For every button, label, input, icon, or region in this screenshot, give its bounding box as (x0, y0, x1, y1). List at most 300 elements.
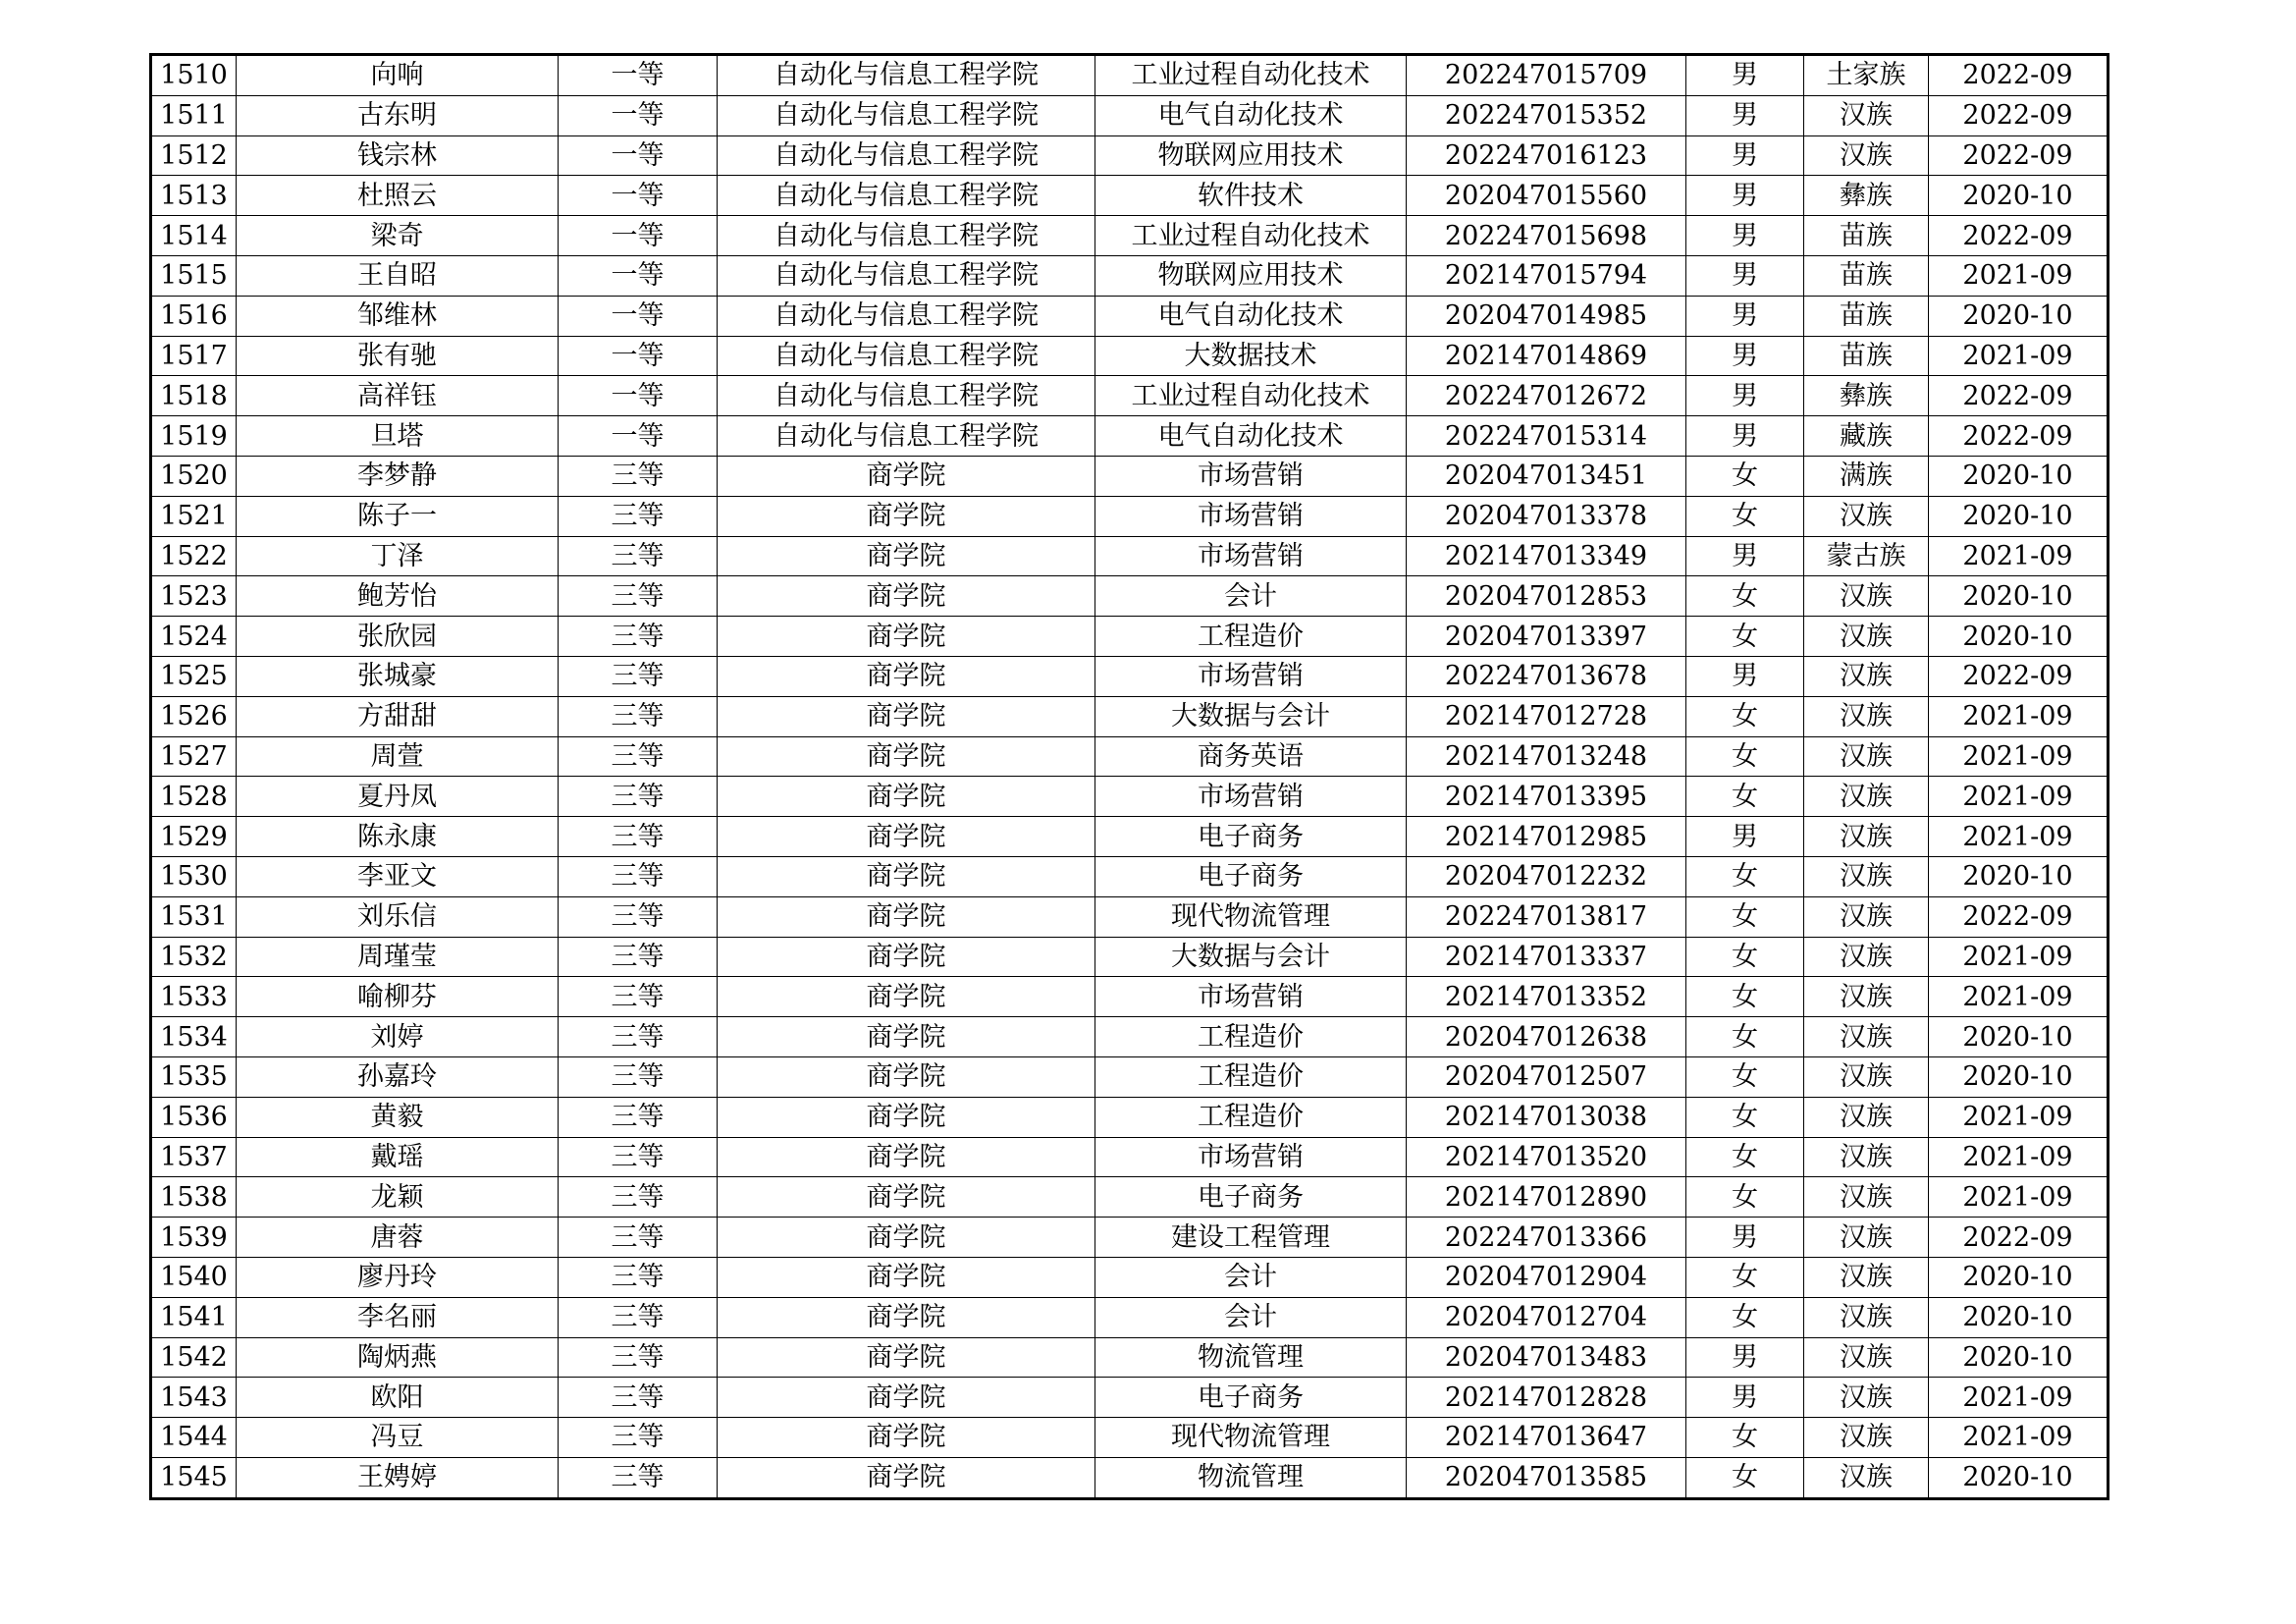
award-level-cell: 三等 (559, 1257, 718, 1297)
enrollment-date-cell: 2022-09 (1929, 656, 2109, 696)
student-name-cell: 孙嘉玲 (237, 1056, 559, 1097)
ethnicity-cell: 汉族 (1804, 1056, 1929, 1097)
award-level-cell: 三等 (559, 496, 718, 536)
table-row (151, 736, 2109, 777)
enrollment-date-cell: 2022-09 (1929, 135, 2109, 176)
gender-cell: 女 (1686, 1017, 1804, 1057)
student-name-cell: 戴瑶 (237, 1137, 559, 1177)
student-id-cell: 202047013451 (1407, 456, 1686, 496)
major-cell: 电子商务 (1095, 1177, 1407, 1218)
award-level-cell: 三等 (559, 576, 718, 617)
student-id-cell: 202047013378 (1407, 496, 1686, 536)
serial-number-cell: 1532 (151, 937, 237, 977)
ethnicity-cell: 汉族 (1804, 1378, 1929, 1418)
gender-cell: 女 (1686, 576, 1804, 617)
table-row (151, 1017, 2109, 1057)
table-row (151, 617, 2109, 657)
school-cell: 自动化与信息工程学院 (718, 296, 1095, 336)
enrollment-date-cell: 2021-09 (1929, 977, 2109, 1017)
enrollment-date-cell: 2020-10 (1929, 617, 2109, 657)
ethnicity-cell: 汉族 (1804, 576, 1929, 617)
serial-number-cell: 1516 (151, 296, 237, 336)
enrollment-date-cell: 2021-09 (1929, 696, 2109, 736)
major-cell: 物联网应用技术 (1095, 135, 1407, 176)
serial-number-cell: 1514 (151, 216, 237, 256)
award-level-cell: 三等 (559, 696, 718, 736)
school-cell: 自动化与信息工程学院 (718, 135, 1095, 176)
ethnicity-cell: 苗族 (1804, 336, 1929, 376)
school-cell: 自动化与信息工程学院 (718, 216, 1095, 256)
enrollment-date-cell: 2021-09 (1929, 536, 2109, 576)
gender-cell: 男 (1686, 817, 1804, 857)
student-name-cell: 古东明 (237, 95, 559, 135)
award-level-cell: 三等 (559, 977, 718, 1017)
award-level-cell: 三等 (559, 1097, 718, 1137)
award-level-cell: 一等 (559, 376, 718, 416)
major-cell: 市场营销 (1095, 496, 1407, 536)
student-id-cell: 202247013678 (1407, 656, 1686, 696)
gender-cell: 男 (1686, 296, 1804, 336)
enrollment-date-cell: 2020-10 (1929, 296, 2109, 336)
award-level-cell: 三等 (559, 817, 718, 857)
student-name-cell: 陈永康 (237, 817, 559, 857)
serial-number-cell: 1510 (151, 55, 237, 96)
ethnicity-cell: 汉族 (1804, 496, 1929, 536)
ethnicity-cell: 汉族 (1804, 1297, 1929, 1337)
award-level-cell: 一等 (559, 95, 718, 135)
school-cell: 商学院 (718, 896, 1095, 937)
serial-number-cell: 1531 (151, 896, 237, 937)
major-cell: 市场营销 (1095, 1137, 1407, 1177)
enrollment-date-cell: 2021-09 (1929, 937, 2109, 977)
major-cell: 物流管理 (1095, 1337, 1407, 1378)
student-id-cell: 202247015314 (1407, 416, 1686, 457)
ethnicity-cell: 汉族 (1804, 656, 1929, 696)
major-cell: 物联网应用技术 (1095, 255, 1407, 296)
major-cell: 电子商务 (1095, 1378, 1407, 1418)
school-cell: 商学院 (718, 1017, 1095, 1057)
gender-cell: 女 (1686, 1257, 1804, 1297)
gender-cell: 女 (1686, 977, 1804, 1017)
table-row (151, 856, 2109, 896)
school-cell: 自动化与信息工程学院 (718, 416, 1095, 457)
ethnicity-cell: 汉族 (1804, 1017, 1929, 1057)
school-cell: 商学院 (718, 1137, 1095, 1177)
school-cell: 商学院 (718, 736, 1095, 777)
school-cell: 自动化与信息工程学院 (718, 55, 1095, 96)
school-cell: 商学院 (718, 856, 1095, 896)
ethnicity-cell: 汉族 (1804, 135, 1929, 176)
serial-number-cell: 1527 (151, 736, 237, 777)
award-level-cell: 三等 (559, 536, 718, 576)
table-row (151, 1056, 2109, 1097)
award-level-cell: 三等 (559, 1418, 718, 1458)
gender-cell: 女 (1686, 496, 1804, 536)
student-id-cell: 202247015698 (1407, 216, 1686, 256)
table-row (151, 1218, 2109, 1258)
award-level-cell: 一等 (559, 176, 718, 216)
student-id-cell: 202047012638 (1407, 1017, 1686, 1057)
award-level-cell: 三等 (559, 1297, 718, 1337)
serial-number-cell: 1521 (151, 496, 237, 536)
student-name-cell: 鲍芳怡 (237, 576, 559, 617)
school-cell: 商学院 (718, 696, 1095, 736)
ethnicity-cell: 汉族 (1804, 1137, 1929, 1177)
major-cell: 大数据与会计 (1095, 937, 1407, 977)
serial-number-cell: 1518 (151, 376, 237, 416)
major-cell: 商务英语 (1095, 736, 1407, 777)
table-row (151, 1418, 2109, 1458)
school-cell: 自动化与信息工程学院 (718, 376, 1095, 416)
serial-number-cell: 1530 (151, 856, 237, 896)
enrollment-date-cell: 2022-09 (1929, 95, 2109, 135)
gender-cell: 男 (1686, 1378, 1804, 1418)
student-name-cell: 王娉婷 (237, 1457, 559, 1498)
serial-number-cell: 1529 (151, 817, 237, 857)
gender-cell: 男 (1686, 95, 1804, 135)
student-name-cell: 龙颖 (237, 1177, 559, 1218)
student-name-cell: 欧阳 (237, 1378, 559, 1418)
enrollment-date-cell: 2022-09 (1929, 216, 2109, 256)
enrollment-date-cell: 2021-09 (1929, 817, 2109, 857)
gender-cell: 男 (1686, 255, 1804, 296)
school-cell: 商学院 (718, 977, 1095, 1017)
table-row (151, 416, 2109, 457)
student-name-cell: 刘婷 (237, 1017, 559, 1057)
student-name-cell: 王自昭 (237, 255, 559, 296)
major-cell: 工程造价 (1095, 617, 1407, 657)
award-level-cell: 三等 (559, 777, 718, 817)
gender-cell: 女 (1686, 1457, 1804, 1498)
ethnicity-cell: 藏族 (1804, 416, 1929, 457)
school-cell: 商学院 (718, 817, 1095, 857)
award-level-cell: 三等 (559, 1177, 718, 1218)
enrollment-date-cell: 2022-09 (1929, 55, 2109, 96)
serial-number-cell: 1541 (151, 1297, 237, 1337)
table-row (151, 95, 2109, 135)
student-id-cell: 202047012507 (1407, 1056, 1686, 1097)
enrollment-date-cell: 2020-10 (1929, 1337, 2109, 1378)
major-cell: 工程造价 (1095, 1017, 1407, 1057)
school-cell: 商学院 (718, 777, 1095, 817)
enrollment-date-cell: 2020-10 (1929, 456, 2109, 496)
student-name-cell: 陈子一 (237, 496, 559, 536)
student-name-cell: 梁奇 (237, 216, 559, 256)
award-level-cell: 一等 (559, 416, 718, 457)
award-level-cell: 三等 (559, 1137, 718, 1177)
enrollment-date-cell: 2022-09 (1929, 1218, 2109, 1258)
ethnicity-cell: 汉族 (1804, 617, 1929, 657)
award-level-cell: 三等 (559, 1056, 718, 1097)
ethnicity-cell: 苗族 (1804, 216, 1929, 256)
table-row (151, 656, 2109, 696)
student-name-cell: 杜照云 (237, 176, 559, 216)
gender-cell: 女 (1686, 856, 1804, 896)
gender-cell: 男 (1686, 216, 1804, 256)
major-cell: 市场营销 (1095, 536, 1407, 576)
major-cell: 市场营销 (1095, 456, 1407, 496)
school-cell: 自动化与信息工程学院 (718, 255, 1095, 296)
student-name-cell: 陶炳燕 (237, 1337, 559, 1378)
school-cell: 商学院 (718, 1418, 1095, 1458)
table-row (151, 536, 2109, 576)
serial-number-cell: 1545 (151, 1457, 237, 1498)
table-row (151, 1337, 2109, 1378)
award-level-cell: 三等 (559, 896, 718, 937)
school-cell: 商学院 (718, 576, 1095, 617)
enrollment-date-cell: 2021-09 (1929, 1097, 2109, 1137)
school-cell: 自动化与信息工程学院 (718, 176, 1095, 216)
student-name-cell: 邹维林 (237, 296, 559, 336)
table-row (151, 296, 2109, 336)
major-cell: 物流管理 (1095, 1457, 1407, 1498)
student-name-cell: 喻柳芬 (237, 977, 559, 1017)
gender-cell: 女 (1686, 1056, 1804, 1097)
student-name-cell: 周瑾莹 (237, 937, 559, 977)
school-cell: 商学院 (718, 1218, 1095, 1258)
table-row (151, 456, 2109, 496)
gender-cell: 男 (1686, 336, 1804, 376)
ethnicity-cell: 汉族 (1804, 777, 1929, 817)
serial-number-cell: 1525 (151, 656, 237, 696)
table-row (151, 1457, 2109, 1498)
gender-cell: 男 (1686, 1218, 1804, 1258)
enrollment-date-cell: 2021-09 (1929, 777, 2109, 817)
ethnicity-cell: 汉族 (1804, 1218, 1929, 1258)
ethnicity-cell: 汉族 (1804, 736, 1929, 777)
ethnicity-cell: 汉族 (1804, 856, 1929, 896)
student-name-cell: 冯豆 (237, 1418, 559, 1458)
student-id-cell: 202147013647 (1407, 1418, 1686, 1458)
student-id-cell: 202147012985 (1407, 817, 1686, 857)
serial-number-cell: 1542 (151, 1337, 237, 1378)
student-id-cell: 202147013038 (1407, 1097, 1686, 1137)
student-name-cell: 丁泽 (237, 536, 559, 576)
major-cell: 市场营销 (1095, 777, 1407, 817)
school-cell: 商学院 (718, 1177, 1095, 1218)
serial-number-cell: 1537 (151, 1137, 237, 1177)
award-level-cell: 三等 (559, 617, 718, 657)
table-row (151, 1177, 2109, 1218)
award-level-cell: 三等 (559, 1378, 718, 1418)
gender-cell: 女 (1686, 736, 1804, 777)
serial-number-cell: 1526 (151, 696, 237, 736)
gender-cell: 男 (1686, 1337, 1804, 1378)
ethnicity-cell: 蒙古族 (1804, 536, 1929, 576)
student-id-cell: 202147013337 (1407, 937, 1686, 977)
major-cell: 现代物流管理 (1095, 1418, 1407, 1458)
enrollment-date-cell: 2020-10 (1929, 176, 2109, 216)
table-row (151, 1097, 2109, 1137)
student-id-cell: 202047013397 (1407, 617, 1686, 657)
gender-cell: 男 (1686, 536, 1804, 576)
major-cell: 会计 (1095, 576, 1407, 617)
ethnicity-cell: 土家族 (1804, 55, 1929, 96)
student-name-cell: 高祥钰 (237, 376, 559, 416)
serial-number-cell: 1517 (151, 336, 237, 376)
student-id-cell: 202047015560 (1407, 176, 1686, 216)
serial-number-cell: 1513 (151, 176, 237, 216)
table-row (151, 696, 2109, 736)
major-cell: 大数据与会计 (1095, 696, 1407, 736)
student-id-cell: 202147013395 (1407, 777, 1686, 817)
student-name-cell: 钱宗林 (237, 135, 559, 176)
major-cell: 电子商务 (1095, 856, 1407, 896)
student-id-cell: 202047012232 (1407, 856, 1686, 896)
school-cell: 自动化与信息工程学院 (718, 95, 1095, 135)
school-cell: 商学院 (718, 496, 1095, 536)
serial-number-cell: 1535 (151, 1056, 237, 1097)
student-id-cell: 202147015794 (1407, 255, 1686, 296)
award-level-cell: 一等 (559, 55, 718, 96)
enrollment-date-cell: 2021-09 (1929, 1378, 2109, 1418)
student-id-cell: 202247015352 (1407, 95, 1686, 135)
ethnicity-cell: 汉族 (1804, 1457, 1929, 1498)
student-id-cell: 202147012890 (1407, 1177, 1686, 1218)
ethnicity-cell: 汉族 (1804, 977, 1929, 1017)
gender-cell: 女 (1686, 777, 1804, 817)
student-id-cell: 202047013585 (1407, 1457, 1686, 1498)
student-name-cell: 李梦静 (237, 456, 559, 496)
scholarship-list-table (149, 53, 2109, 1500)
serial-number-cell: 1540 (151, 1257, 237, 1297)
student-name-cell: 唐蓉 (237, 1218, 559, 1258)
major-cell: 工业过程自动化技术 (1095, 376, 1407, 416)
ethnicity-cell: 汉族 (1804, 1337, 1929, 1378)
school-cell: 商学院 (718, 1097, 1095, 1137)
school-cell: 商学院 (718, 1297, 1095, 1337)
enrollment-date-cell: 2022-09 (1929, 896, 2109, 937)
award-level-cell: 三等 (559, 1218, 718, 1258)
serial-number-cell: 1533 (151, 977, 237, 1017)
enrollment-date-cell: 2020-10 (1929, 1056, 2109, 1097)
enrollment-date-cell: 2020-10 (1929, 1257, 2109, 1297)
student-id-cell: 202147014869 (1407, 336, 1686, 376)
ethnicity-cell: 汉族 (1804, 696, 1929, 736)
major-cell: 工业过程自动化技术 (1095, 55, 1407, 96)
table-row (151, 1297, 2109, 1337)
student-name-cell: 廖丹玲 (237, 1257, 559, 1297)
award-level-cell: 一等 (559, 296, 718, 336)
serial-number-cell: 1512 (151, 135, 237, 176)
table-row (151, 1137, 2109, 1177)
student-id-cell: 202247016123 (1407, 135, 1686, 176)
student-id-cell: 202047013483 (1407, 1337, 1686, 1378)
serial-number-cell: 1524 (151, 617, 237, 657)
table-body (151, 55, 2109, 1499)
gender-cell: 男 (1686, 135, 1804, 176)
serial-number-cell: 1536 (151, 1097, 237, 1137)
gender-cell: 男 (1686, 376, 1804, 416)
enrollment-date-cell: 2020-10 (1929, 576, 2109, 617)
serial-number-cell: 1544 (151, 1418, 237, 1458)
student-name-cell: 张城豪 (237, 656, 559, 696)
student-name-cell: 李名丽 (237, 1297, 559, 1337)
major-cell: 工程造价 (1095, 1056, 1407, 1097)
gender-cell: 女 (1686, 896, 1804, 937)
student-id-cell: 202147013248 (1407, 736, 1686, 777)
table-row (151, 255, 2109, 296)
student-id-cell: 202047014985 (1407, 296, 1686, 336)
award-level-cell: 三等 (559, 736, 718, 777)
student-id-cell: 202047012853 (1407, 576, 1686, 617)
ethnicity-cell: 满族 (1804, 456, 1929, 496)
student-id-cell: 202147012828 (1407, 1378, 1686, 1418)
table-row (151, 1257, 2109, 1297)
award-level-cell: 三等 (559, 1457, 718, 1498)
enrollment-date-cell: 2020-10 (1929, 1457, 2109, 1498)
enrollment-date-cell: 2021-09 (1929, 1418, 2109, 1458)
ethnicity-cell: 汉族 (1804, 1097, 1929, 1137)
table-row (151, 336, 2109, 376)
gender-cell: 男 (1686, 55, 1804, 96)
school-cell: 商学院 (718, 617, 1095, 657)
enrollment-date-cell: 2020-10 (1929, 856, 2109, 896)
serial-number-cell: 1515 (151, 255, 237, 296)
school-cell: 商学院 (718, 1378, 1095, 1418)
enrollment-date-cell: 2021-09 (1929, 1177, 2109, 1218)
gender-cell: 女 (1686, 1177, 1804, 1218)
award-level-cell: 一等 (559, 255, 718, 296)
major-cell: 电气自动化技术 (1095, 296, 1407, 336)
enrollment-date-cell: 2020-10 (1929, 496, 2109, 536)
student-id-cell: 202147013352 (1407, 977, 1686, 1017)
ethnicity-cell: 汉族 (1804, 1177, 1929, 1218)
student-name-cell: 李亚文 (237, 856, 559, 896)
student-name-cell: 旦塔 (237, 416, 559, 457)
school-cell: 商学院 (718, 937, 1095, 977)
gender-cell: 女 (1686, 937, 1804, 977)
student-id-cell: 202247012672 (1407, 376, 1686, 416)
school-cell: 商学院 (718, 656, 1095, 696)
gender-cell: 女 (1686, 1097, 1804, 1137)
student-id-cell: 202147013349 (1407, 536, 1686, 576)
ethnicity-cell: 汉族 (1804, 1257, 1929, 1297)
enrollment-date-cell: 2021-09 (1929, 255, 2109, 296)
award-level-cell: 三等 (559, 456, 718, 496)
serial-number-cell: 1538 (151, 1177, 237, 1218)
ethnicity-cell: 汉族 (1804, 95, 1929, 135)
ethnicity-cell: 汉族 (1804, 817, 1929, 857)
enrollment-date-cell: 2021-09 (1929, 336, 2109, 376)
table-row (151, 135, 2109, 176)
major-cell: 会计 (1095, 1257, 1407, 1297)
serial-number-cell: 1522 (151, 536, 237, 576)
student-name-cell: 刘乐信 (237, 896, 559, 937)
serial-number-cell: 1523 (151, 576, 237, 617)
serial-number-cell: 1520 (151, 456, 237, 496)
table-row (151, 496, 2109, 536)
major-cell: 电子商务 (1095, 817, 1407, 857)
major-cell: 现代物流管理 (1095, 896, 1407, 937)
enrollment-date-cell: 2021-09 (1929, 1137, 2109, 1177)
major-cell: 市场营销 (1095, 977, 1407, 1017)
ethnicity-cell: 汉族 (1804, 937, 1929, 977)
ethnicity-cell: 苗族 (1804, 296, 1929, 336)
table-row (151, 176, 2109, 216)
gender-cell: 男 (1686, 176, 1804, 216)
gender-cell: 女 (1686, 617, 1804, 657)
award-level-cell: 一等 (559, 336, 718, 376)
school-cell: 商学院 (718, 1056, 1095, 1097)
enrollment-date-cell: 2022-09 (1929, 376, 2109, 416)
table-row (151, 817, 2109, 857)
table-row (151, 937, 2109, 977)
ethnicity-cell: 汉族 (1804, 896, 1929, 937)
award-level-cell: 一等 (559, 135, 718, 176)
student-name-cell: 周萱 (237, 736, 559, 777)
table-row (151, 576, 2109, 617)
